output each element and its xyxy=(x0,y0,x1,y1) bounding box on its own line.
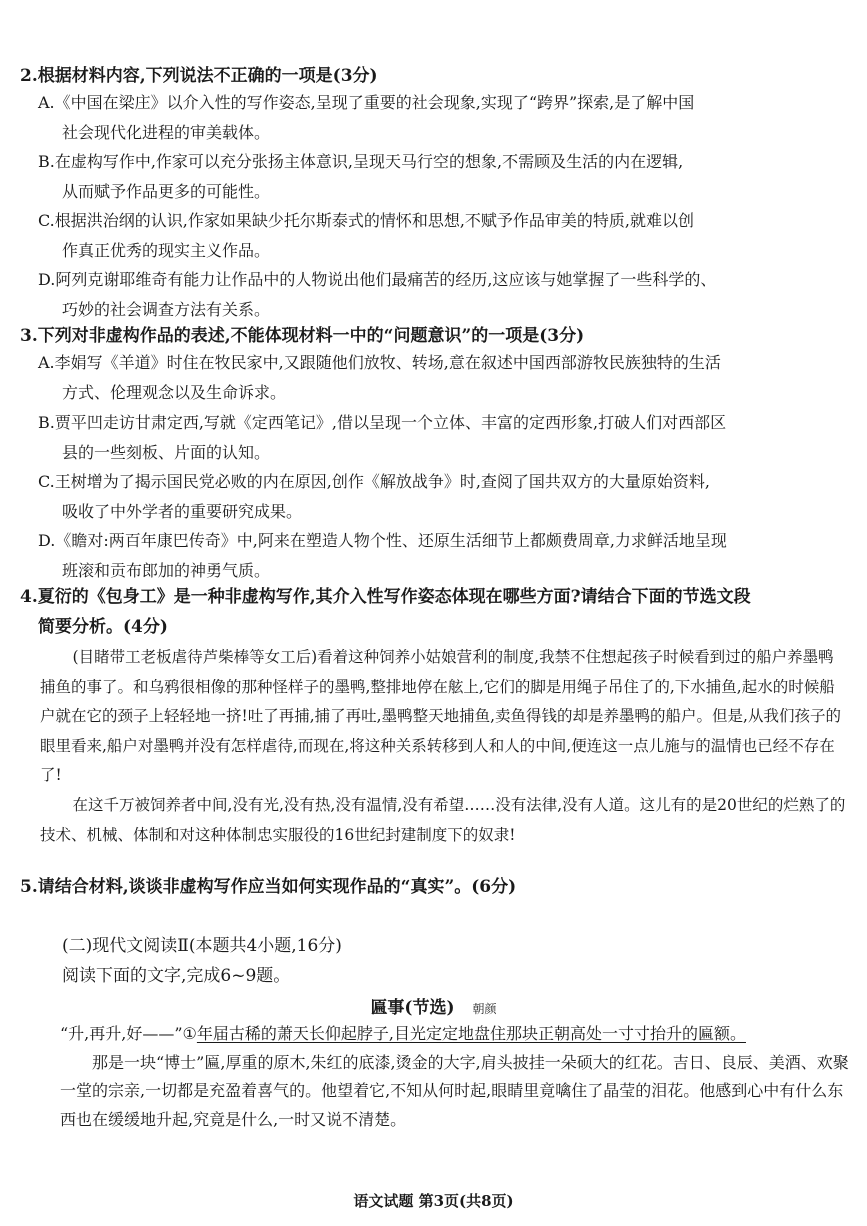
option-line: D.阿列克谢耶维奇有能力让作品中的人物说出他们最痛苦的经历,这应该与她掌握了一些科学的、 xyxy=(38,270,717,289)
section-instruction: 阅读下面的文字,完成6~9题。 xyxy=(62,966,291,986)
option-line: B.贾平凹走访甘肃定西,写就《定西笔记》,借以呈现一个立体、丰富的定西形象,打破人们对西部区 xyxy=(38,413,727,432)
question-3-option-d xyxy=(38,526,846,585)
story-line-1 xyxy=(60,1020,855,1049)
option-line: B.在虚构写作中,作家可以充分张扬主体意识,呈现天马行空的想象,不需顾及生活的内在逻辑, xyxy=(38,152,684,171)
story-title-block xyxy=(0,993,867,1018)
question-3-stem: 3.下列对非虚构作品的表述,不能体现材料一中的“问题意识”的一项是(3分) xyxy=(20,326,585,346)
question-2-option-b xyxy=(38,147,846,206)
question-2-option-c xyxy=(38,206,846,265)
option-line: C.根据洪治纲的认识,作家如果缺少托尔斯泰式的情怀和思想,不赋予作品审美的特质,就难以创 xyxy=(38,211,695,230)
excerpt-paragraph-2: 在这千万被饲养者中间,没有光,没有热,没有温情,没有希望……没有法律,没有人道。这儿有的是20世纪的烂熟了的技术、机械、体制和对这种体制忠实服役的16世纪封建制度下的奴隶! xyxy=(40,795,846,844)
sentence-marker: ① xyxy=(182,1024,197,1043)
section-heading: (二)现代文阅读Ⅱ(本题共4小题,16分) xyxy=(62,936,342,956)
question-3-option-c xyxy=(38,467,846,526)
question-2-stem: 2.根据材料内容,下列说法不正确的一项是(3分) xyxy=(20,66,378,86)
story-title: 匾事(节选) xyxy=(370,998,455,1018)
question-3-option-a xyxy=(38,348,846,407)
question-2-option-d xyxy=(38,265,846,324)
option-line-continued: 社会现代化进程的审美载体。 xyxy=(62,122,271,142)
option-line: A.《中国在梁庄》以介入性的写作姿态,呈现了重要的社会现象,实现了“跨界”探索,是了解中国 xyxy=(38,93,695,112)
option-line-continued: 方式、伦理观念以及生命诉求。 xyxy=(62,382,287,402)
option-line: D.《瞻对:两百年康巴传奇》中,阿来在塑造人物个性、还原生活细节上都颇费周章,力求鲜活地呈现 xyxy=(38,531,727,550)
underlined-sentence: 年届古稀的萧天长仰起脖子,目光定定地盘住那块正朝高处一寸寸抬升的匾额。 xyxy=(196,1024,746,1043)
question-4-excerpt xyxy=(40,643,848,850)
excerpt-paragraph-1: (目睹带工老板虐待芦柴棒等女工后)看着这种饲养小姑娘营利的制度,我禁不住想起孩子时候看到过的船户养墨鸭捕鱼的事了。和乌鸦很相像的那种怪样子的墨鸭,整排地停在舷上,它们的脚是用绳子吊住了的,下水捕鱼,起水的时候船户就在它的颈子上轻轻地一挤!吐了再捕,捕了再吐,墨鸭整天地捕鱼,卖鱼得钱的却是养墨鸭的船户。但是,从我们孩子的眼里看来,船户对墨鸭并没有怎样虐待,而现在,将这种关系转移到人和人的中间,便连这一点儿施与的温情也已经不存在了! xyxy=(40,648,841,785)
option-line-continued: 县的一些刻板、片面的认知。 xyxy=(62,442,271,462)
story-text xyxy=(60,1020,855,1134)
option-line-continued: 从而赋予作品更多的可能性。 xyxy=(62,181,271,201)
question-4-stem: 4.夏衍的《包身工》是一种非虚构写作,其介入性写作姿态体现在哪些方面?请结合下面的节选文段 xyxy=(20,587,751,607)
option-line-continued: 吸收了中外学者的重要研究成果。 xyxy=(62,501,303,521)
option-line-continued: 班滚和贡布郎加的神勇气质。 xyxy=(62,560,271,580)
option-line: C.王树增为了揭示国民党必败的内在原因,创作《解放战争》时,查阅了国共双方的大量原始资料, xyxy=(38,472,711,491)
option-line: A.李娟写《羊道》时住在牧民家中,又跟随他们放牧、转场,意在叙述中国西部游牧民族独特的生活 xyxy=(38,353,721,372)
story-quote: “升,再升,好——” xyxy=(60,1024,183,1043)
story-author: 朝颜 xyxy=(472,1002,497,1016)
question-4-stem-continued: 简要分析。(4分) xyxy=(38,617,168,637)
page-footer: 语文试题 第3页(共8页) xyxy=(353,1192,514,1210)
story-paragraph-2: 那是一块“博士”匾,厚重的原木,朱红的底漆,烫金的大字,肩头披挂一朵硕大的红花。吉日、良辰、美酒、欢聚一堂的宗亲,一切都是充盈着喜气的。他望着它,不知从何时起,眼睛里竟噙住了晶莹的泪花。他感到心中有什么东西也在缓缓地升起,究竟是什么,一时又说不清楚。 xyxy=(60,1052,849,1129)
option-line-continued: 巧妙的社会调查方法有关系。 xyxy=(62,299,271,319)
question-2-option-a xyxy=(38,88,846,147)
option-line-continued: 作真正优秀的现实主义作品。 xyxy=(62,240,271,260)
question-5-stem: 5.请结合材料,谈谈非虚构写作应当如何实现作品的“真实”。(6分) xyxy=(20,877,517,897)
question-3-option-b xyxy=(38,408,846,467)
